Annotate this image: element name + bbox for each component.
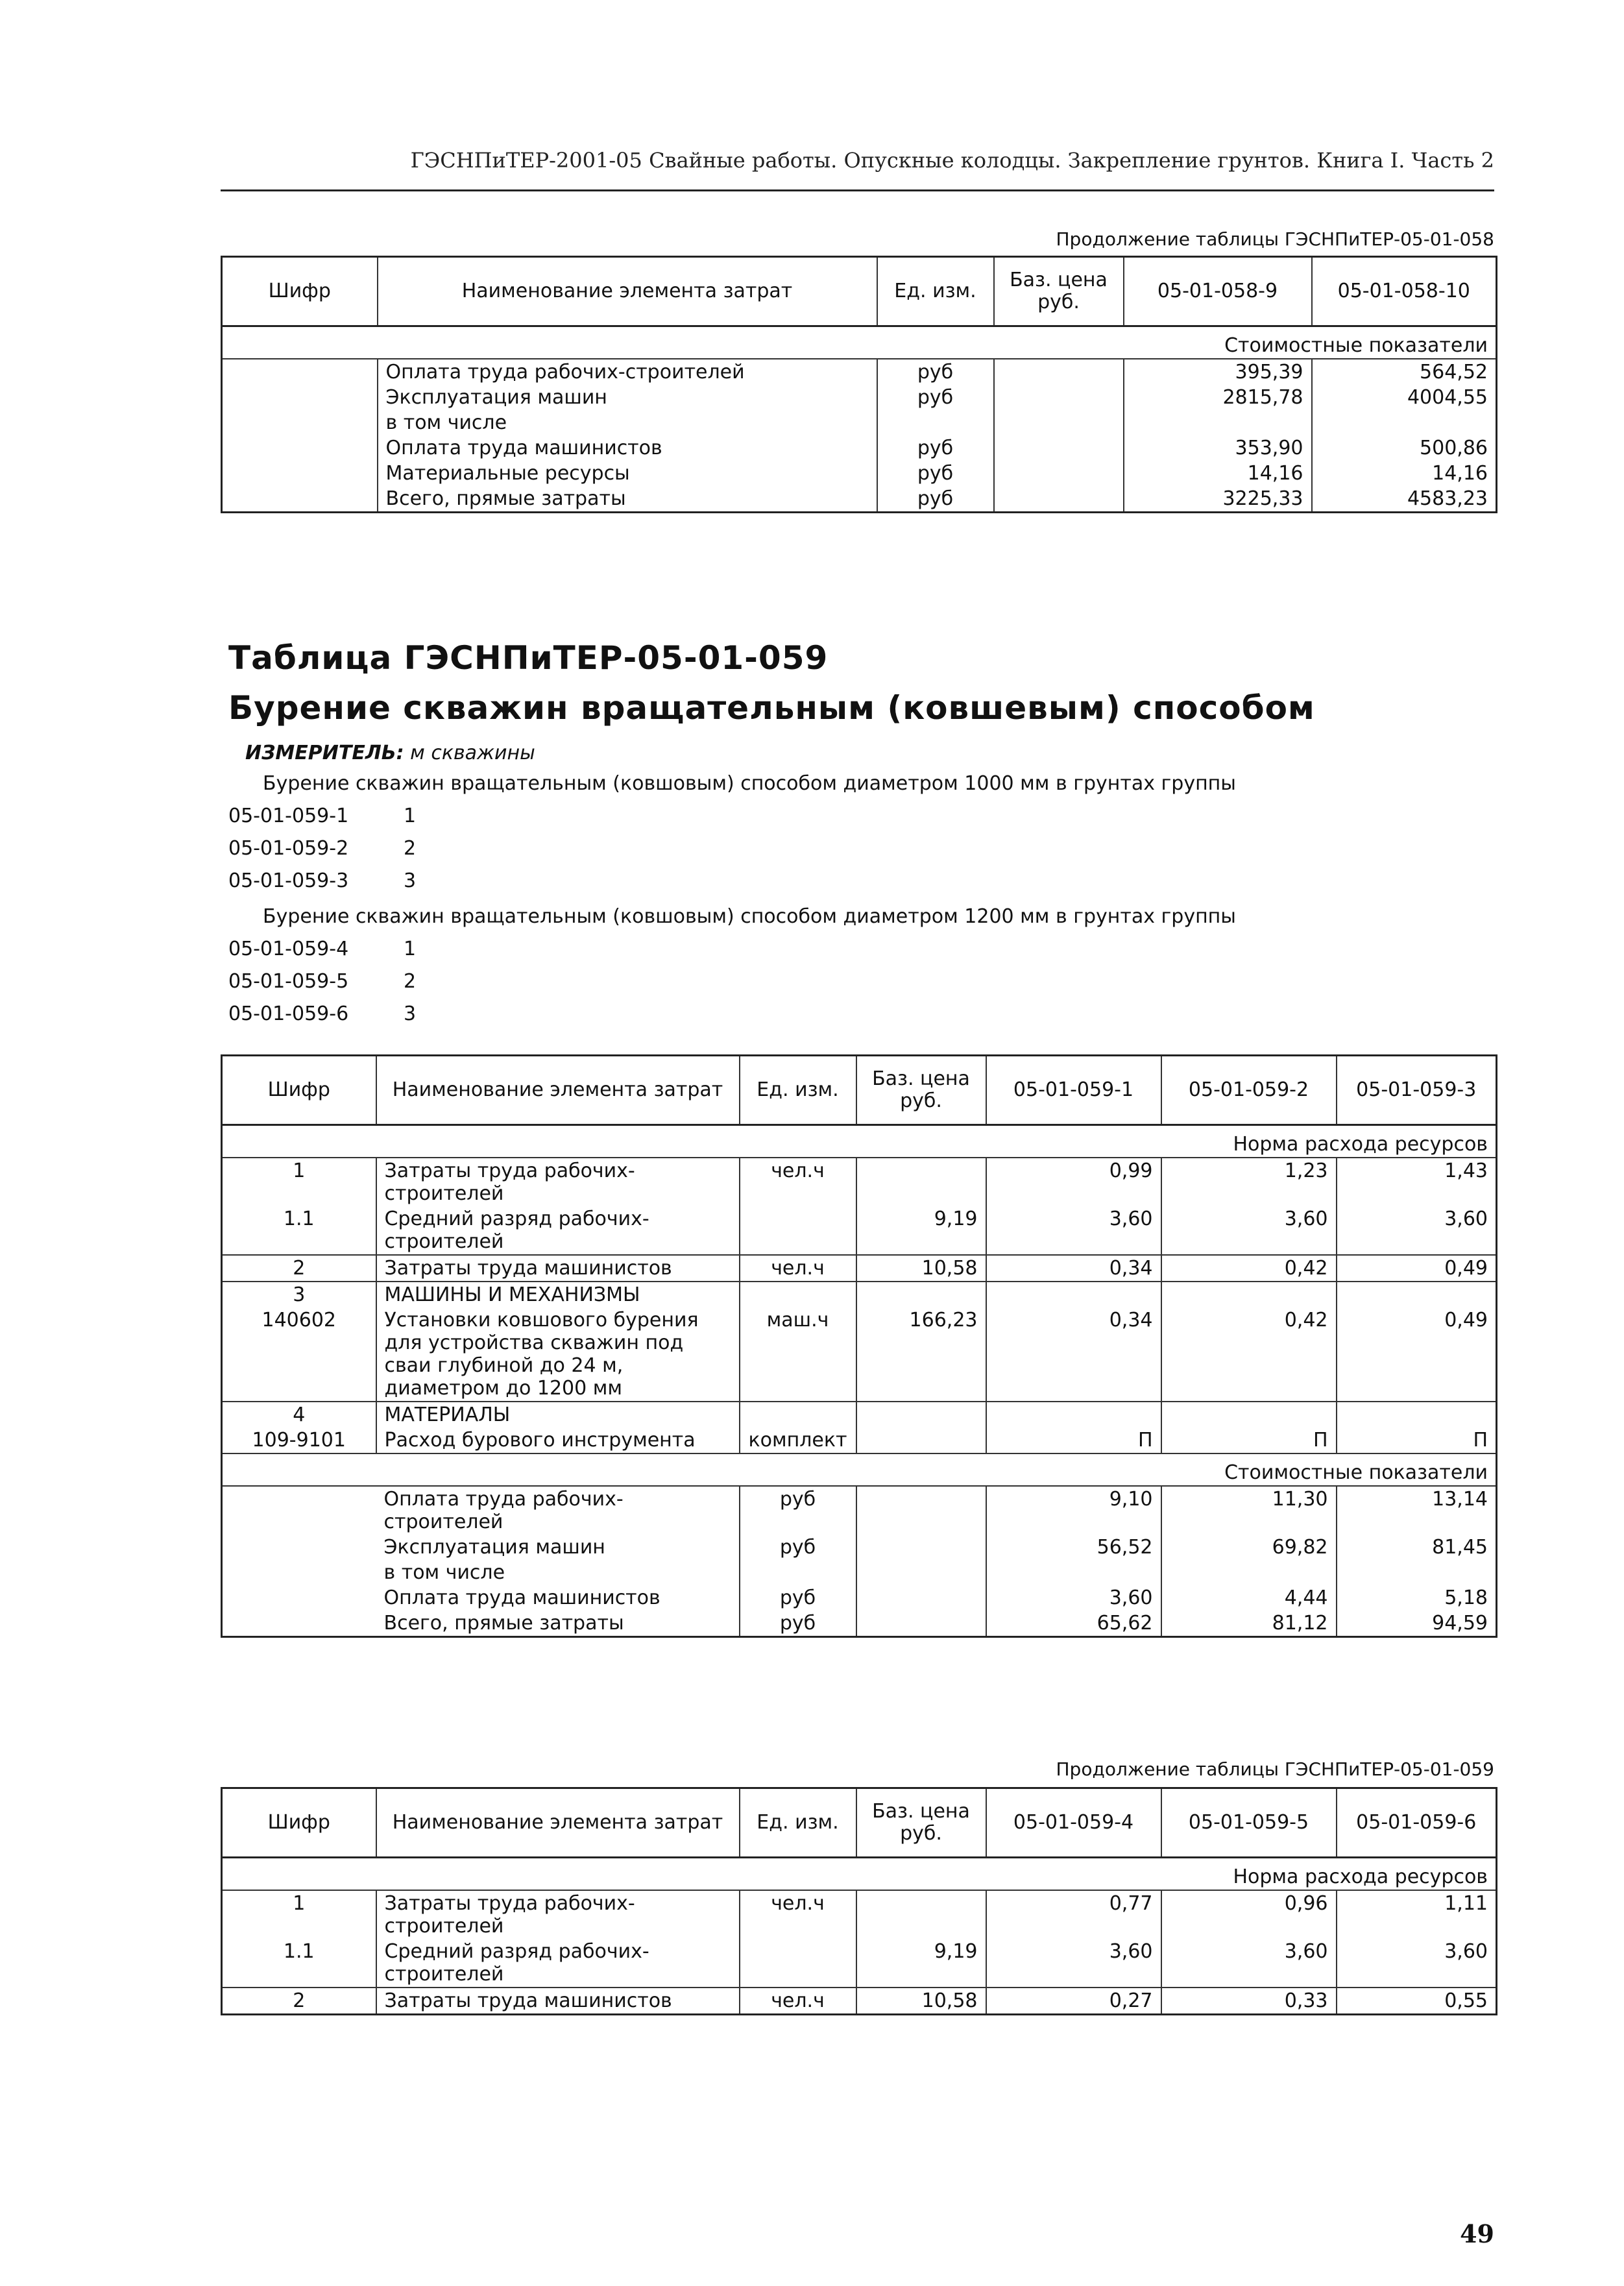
table-row — [222, 359, 1497, 385]
row-name: Всего, прямые затраты — [383, 1612, 624, 1635]
col-header-059-3: 05-01-059-3 — [1337, 1056, 1497, 1125]
table-title: Таблица ГЭСНПиТЕР-05-01-059 — [228, 639, 829, 677]
row-value: 11,30 — [1161, 1486, 1337, 1535]
col-header-base-price: Баз. цена руб. — [994, 257, 1124, 326]
col-header-059-6: 05-01-059-6 — [1337, 1788, 1497, 1858]
code: 05-01-059-5 — [228, 970, 349, 993]
page-number: 49 — [1460, 2219, 1494, 2248]
row-value — [1312, 410, 1497, 435]
row-value: 65,62 — [986, 1611, 1161, 1637]
row-value: 0,55 — [1337, 1988, 1497, 2015]
table-row — [222, 461, 1497, 486]
row-unit — [877, 410, 994, 435]
col-header-058-10: 05-01-058-10 — [1312, 257, 1497, 326]
row-value: 81,45 — [1337, 1535, 1497, 1560]
row-value: 3,60 — [1161, 1206, 1337, 1255]
row-value: 0,34 — [986, 1307, 1161, 1402]
row-unit: руб — [740, 1585, 856, 1611]
row-name: Материальные ресурсы — [378, 461, 877, 486]
row-unit — [740, 1939, 856, 1988]
col-header-base-price: Баз. цена руб. — [856, 1788, 986, 1858]
table-row — [222, 1282, 1497, 1307]
code-line — [228, 1003, 416, 1025]
description-1000: Бурение скважин вращательным (ковшовым) способом диаметром 1000 мм в грунтах группы — [263, 772, 1236, 795]
code-line — [228, 970, 416, 993]
row-price: 10,58 — [856, 1988, 986, 2015]
row-unit: руб — [877, 435, 994, 461]
col-header-unit: Ед. изм. — [740, 1056, 856, 1125]
row-value: 395,39 — [1124, 359, 1312, 385]
table-row — [222, 1402, 1497, 1428]
code: 05-01-059-1 — [228, 805, 349, 827]
row-unit: чел.ч — [740, 1255, 856, 1282]
table-row — [222, 1206, 1497, 1255]
row-value: 81,12 — [1161, 1611, 1337, 1637]
cost-indicators-label: Стоимостные показатели — [222, 1453, 1497, 1486]
row-value: 2815,78 — [1124, 385, 1312, 410]
row-value: 3,60 — [986, 1939, 1161, 1988]
row-value: 0,34 — [986, 1255, 1161, 1282]
row-name: Средний разряд рабочих-строителей — [376, 1939, 740, 1988]
row-value — [1337, 1402, 1497, 1428]
row-value: 4,44 — [1161, 1585, 1337, 1611]
row-value — [986, 1402, 1161, 1428]
col-header-058-9: 05-01-058-9 — [1124, 257, 1312, 326]
row-name: Затраты труда рабочих-строителей — [376, 1890, 740, 1939]
meter-label: ИЗМЕРИТЕЛЬ: — [245, 742, 404, 764]
row-value: 0,42 — [1161, 1307, 1337, 1402]
row-price: 166,23 — [856, 1307, 986, 1402]
row-value: 56,52 — [986, 1535, 1161, 1560]
row-code: 2 — [222, 1988, 376, 2015]
row-code: 1 — [222, 1890, 376, 1939]
row-name: Оплата труда машинистов — [383, 1587, 661, 1609]
row-value: 3,60 — [1337, 1939, 1497, 1988]
row-code: 3 — [222, 1282, 376, 1307]
row-value: 0,27 — [986, 1988, 1161, 2015]
meter-value: м скважины — [410, 742, 535, 764]
row-name: Затраты труда рабочих-строителей — [376, 1158, 740, 1206]
row-name: Установки ковшового бурения для устройства скважин под сваи глубиной до 24 м, диаметром до 1200 мм — [376, 1307, 740, 1402]
row-value: 0,49 — [1337, 1255, 1497, 1282]
row-value: 5,18 — [1337, 1585, 1497, 1611]
code: 05-01-059-3 — [228, 869, 349, 892]
row-name: Затраты труда машинистов — [376, 1255, 740, 1282]
table-row — [222, 1307, 1497, 1402]
code: 05-01-059-6 — [228, 1003, 349, 1025]
row-value: 9,10 — [986, 1486, 1161, 1535]
row-value — [1161, 1402, 1337, 1428]
table-row — [222, 1585, 1497, 1611]
row-value: 0,33 — [1161, 1988, 1337, 2015]
col-header-base-price: Баз. цена руб. — [856, 1056, 986, 1125]
row-value — [986, 1282, 1161, 1307]
row-price — [856, 1158, 986, 1206]
row-price — [856, 1402, 986, 1428]
row-code: 4 — [222, 1402, 376, 1428]
row-value: П — [1337, 1428, 1497, 1453]
col-header-unit: Ед. изм. — [877, 257, 994, 326]
row-name: в том числе — [378, 410, 877, 435]
code: 05-01-059-2 — [228, 837, 349, 860]
col-header-059-1: 05-01-059-1 — [986, 1056, 1161, 1125]
row-unit: руб — [877, 486, 994, 513]
description-1200: Бурение скважин вращательным (ковшовым) способом диаметром 1200 мм в грунтах группы — [263, 905, 1236, 928]
row-value — [1337, 1282, 1497, 1307]
col-header-059-5: 05-01-059-5 — [1161, 1788, 1337, 1858]
row-value: 564,52 — [1312, 359, 1497, 385]
table-row — [222, 1988, 1497, 2015]
col-header-code: Шифр — [222, 1788, 376, 1858]
table059-continuation-label: Продолжение таблицы ГЭСНПиТЕР-05-01-059 — [1056, 1758, 1494, 1780]
table-059-part2 — [221, 1787, 1497, 2015]
running-header: ГЭСНПиТЕР-2001-05 Свайные работы. Опускные колодцы. Закрепление грунтов. Книга I. Часть 2 — [221, 148, 1494, 191]
row-value: 3,60 — [986, 1206, 1161, 1255]
soil-group: 2 — [404, 970, 417, 993]
table-row — [222, 1486, 1497, 1535]
row-value: 69,82 — [1161, 1535, 1337, 1560]
row-value: 0,77 — [986, 1890, 1161, 1939]
row-unit: чел.ч — [740, 1988, 856, 2015]
row-unit: руб — [740, 1486, 856, 1535]
col-header-name: Наименование элемента затрат — [376, 1056, 740, 1125]
table-058 — [221, 256, 1497, 513]
row-unit — [740, 1402, 856, 1428]
row-value — [1161, 1282, 1337, 1307]
soil-group: 1 — [404, 938, 417, 960]
table-row — [222, 1560, 1497, 1585]
row-code: 1.1 — [222, 1206, 376, 1255]
col-header-code: Шифр — [222, 1056, 376, 1125]
meter-line — [245, 742, 535, 764]
row-value: 3225,33 — [1124, 486, 1312, 513]
row-name: в том числе — [383, 1561, 505, 1584]
row-value: 94,59 — [1337, 1611, 1497, 1637]
row-unit — [740, 1206, 856, 1255]
row-unit — [740, 1560, 856, 1585]
row-code: 1 — [222, 1158, 376, 1206]
row-value: 1,11 — [1337, 1890, 1497, 1939]
table-row — [222, 385, 1497, 410]
row-name: Всего, прямые затраты — [378, 486, 877, 513]
table-row — [222, 435, 1497, 461]
row-price: 10,58 — [856, 1255, 986, 1282]
code-line — [228, 869, 416, 892]
row-value: П — [986, 1428, 1161, 1453]
row-value: 1,43 — [1337, 1158, 1497, 1206]
norm-label: Норма расхода ресурсов — [222, 1125, 1497, 1158]
row-price — [856, 1282, 986, 1307]
table058-continuation-label: Продолжение таблицы ГЭСНПиТЕР-05-01-058 — [1056, 228, 1494, 250]
row-unit: чел.ч — [740, 1890, 856, 1939]
row-value: 0,42 — [1161, 1255, 1337, 1282]
table-row — [222, 1890, 1497, 1939]
soil-group: 3 — [404, 1003, 417, 1025]
row-name: Затраты труда машинистов — [376, 1988, 740, 2015]
row-price — [856, 1428, 986, 1453]
table-row — [222, 486, 1497, 513]
row-code: 2 — [222, 1255, 376, 1282]
table-row — [222, 1611, 1497, 1637]
table-row — [222, 1428, 1497, 1453]
table-row — [222, 410, 1497, 435]
row-unit: руб — [877, 461, 994, 486]
col-header-name: Наименование элемента затрат — [378, 257, 877, 326]
row-value: 4004,55 — [1312, 385, 1497, 410]
row-name: Эксплуатация машин — [378, 385, 877, 410]
row-name: МАТЕРИАЛЫ — [376, 1402, 740, 1428]
row-value: 0,96 — [1161, 1890, 1337, 1939]
col-header-059-4: 05-01-059-4 — [986, 1788, 1161, 1858]
table-row — [222, 1535, 1497, 1560]
row-value — [1124, 410, 1312, 435]
cost-indicators-label: Стоимостные показатели — [222, 326, 1497, 359]
table-row — [222, 1158, 1497, 1206]
row-name: Оплата труда рабочих-строителей — [378, 359, 877, 385]
code-line — [228, 837, 416, 860]
row-code: 109-9101 — [222, 1428, 376, 1453]
soil-group: 3 — [404, 869, 417, 892]
row-unit — [740, 1282, 856, 1307]
row-value: 353,90 — [1124, 435, 1312, 461]
soil-group: 1 — [404, 805, 417, 827]
row-code: 140602 — [222, 1307, 376, 1402]
code-line — [228, 805, 416, 827]
col-header-059-2: 05-01-059-2 — [1161, 1056, 1337, 1125]
row-value — [1337, 1560, 1497, 1585]
row-value: 3,60 — [986, 1585, 1161, 1611]
row-unit: руб — [877, 385, 994, 410]
table-row — [222, 1255, 1497, 1282]
row-value: 500,86 — [1312, 435, 1497, 461]
row-unit: руб — [877, 359, 994, 385]
row-unit: маш.ч — [740, 1307, 856, 1402]
row-name: Расход бурового инструмента — [376, 1428, 740, 1453]
col-header-name: Наименование элемента затрат — [376, 1788, 740, 1858]
row-unit: руб — [740, 1535, 856, 1560]
row-value: 0,49 — [1337, 1307, 1497, 1402]
row-value — [1161, 1560, 1337, 1585]
table-059-part1 — [221, 1054, 1497, 1638]
row-unit: комплект — [740, 1428, 856, 1453]
row-code: 1.1 — [222, 1939, 376, 1988]
row-value: 13,14 — [1337, 1486, 1497, 1535]
row-price — [856, 1890, 986, 1939]
row-price: 9,19 — [856, 1939, 986, 1988]
code-line — [228, 938, 416, 960]
norm-label: Норма расхода ресурсов — [222, 1858, 1497, 1891]
row-value: 3,60 — [1161, 1939, 1337, 1988]
col-header-code: Шифр — [222, 257, 378, 326]
row-value: 14,16 — [1124, 461, 1312, 486]
row-value: 4583,23 — [1312, 486, 1497, 513]
row-name: Оплата труда рабочих-строителей — [383, 1488, 624, 1533]
row-value — [986, 1560, 1161, 1585]
code: 05-01-059-4 — [228, 938, 349, 960]
row-value: 1,23 — [1161, 1158, 1337, 1206]
row-unit: руб — [740, 1611, 856, 1637]
table-row — [222, 1939, 1497, 1988]
col-header-unit: Ед. изм. — [740, 1788, 856, 1858]
soil-group: 2 — [404, 837, 417, 860]
row-name: МАШИНЫ И МЕХАНИЗМЫ — [376, 1282, 740, 1307]
row-name: Эксплуатация машин — [383, 1536, 605, 1559]
row-value: П — [1161, 1428, 1337, 1453]
table-subtitle: Бурение скважин вращательным (ковшевым) способом — [228, 689, 1315, 727]
row-value: 3,60 — [1337, 1206, 1497, 1255]
row-unit: чел.ч — [740, 1158, 856, 1206]
row-value: 0,99 — [986, 1158, 1161, 1206]
row-price: 9,19 — [856, 1206, 986, 1255]
row-value: 14,16 — [1312, 461, 1497, 486]
row-name: Средний разряд рабочих-строителей — [376, 1206, 740, 1255]
row-name: Оплата труда машинистов — [378, 435, 877, 461]
